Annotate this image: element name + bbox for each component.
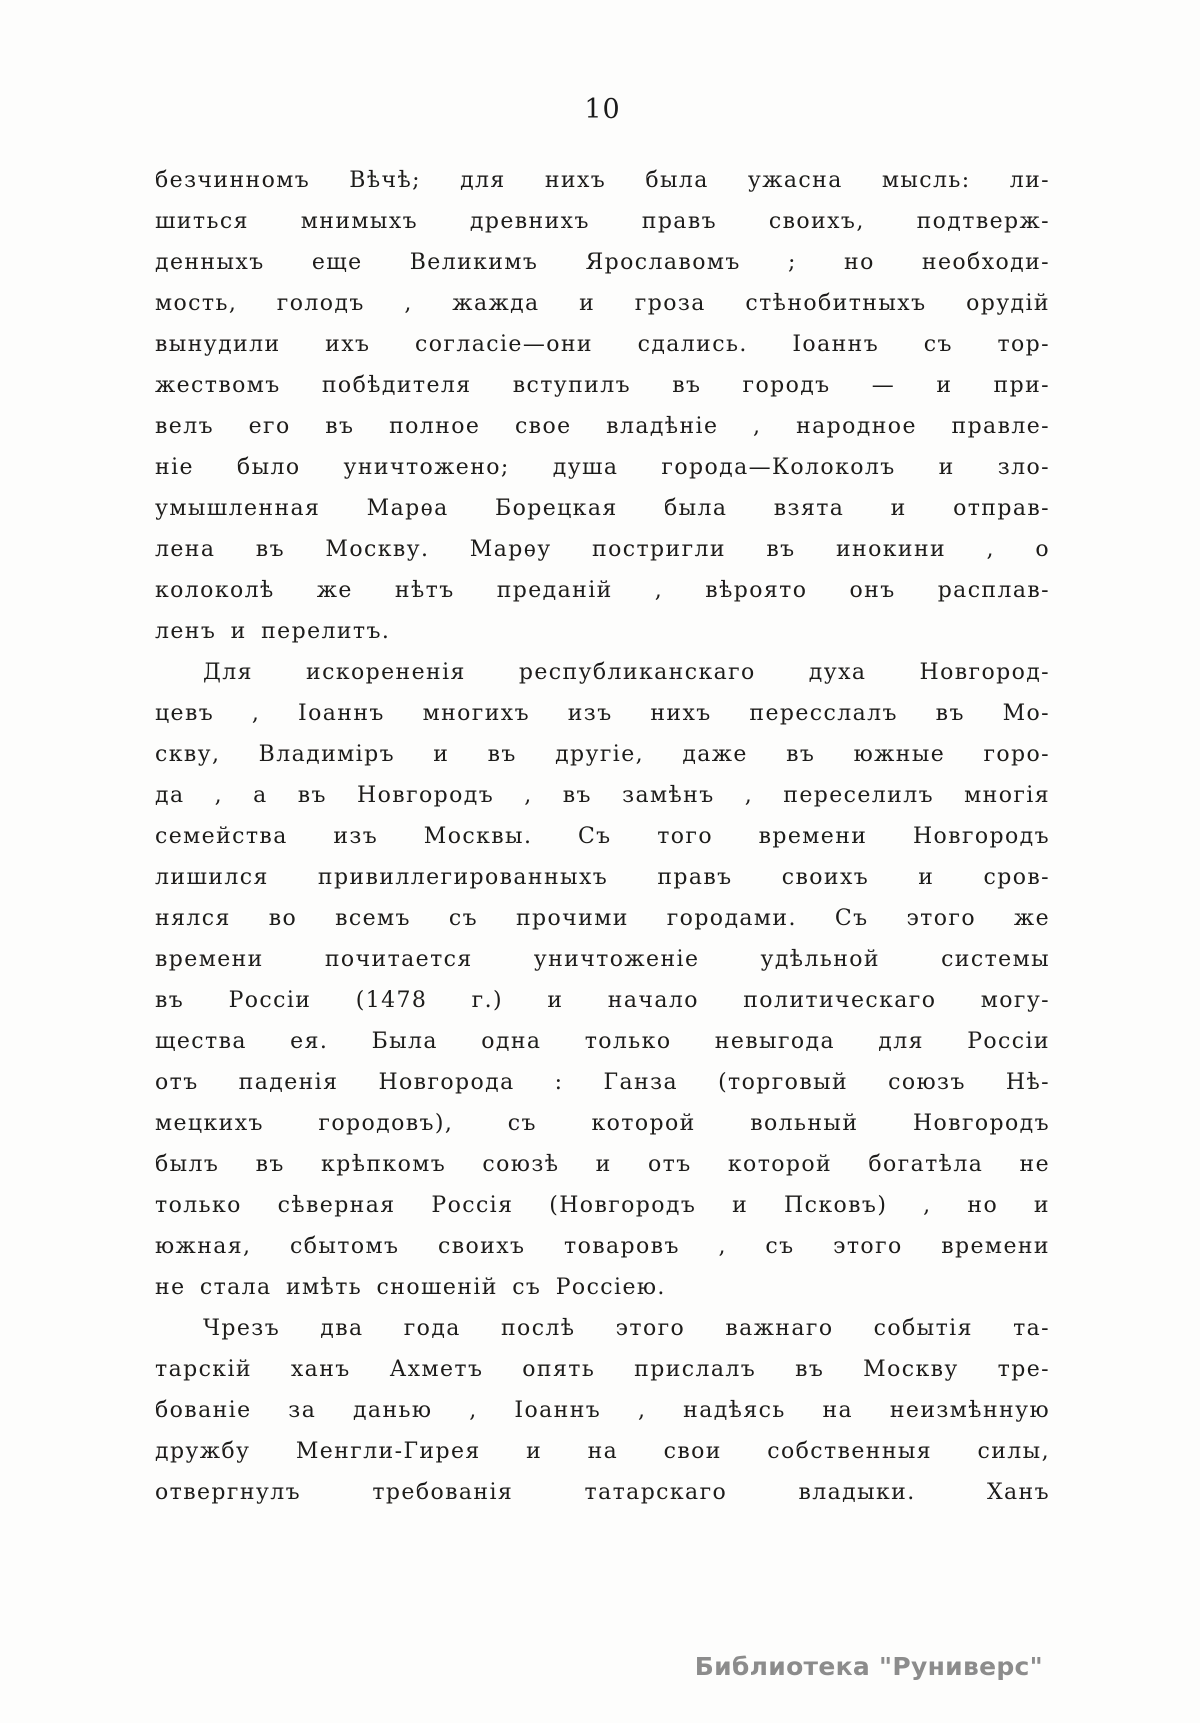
- text-line: цевъ , Іоаннъ многихъ изъ нихъ пересслалъ въ Мо-: [155, 701, 1050, 726]
- text-line: былъ въ крѣпкомъ союзѣ и отъ которой богатѣла не: [155, 1152, 1050, 1177]
- page-number: 10: [584, 94, 621, 125]
- text-line: мость, голодъ , жажда и гроза стѣнобитныхъ орудій: [155, 291, 1050, 316]
- text-line: не стала имѣть сношеній съ Россіею.: [155, 1275, 666, 1300]
- text-line: тарскій ханъ Ахметъ опять прислалъ въ Москву тре-: [155, 1357, 1050, 1382]
- text-line: шиться мнимыхъ древнихъ правъ своихъ, подтверж-: [155, 209, 1050, 234]
- text-line: скву, Владиміръ и въ другіе, даже въ южные горо-: [155, 742, 1050, 767]
- text-line: ніе было уничтожено; душа города—Колоколъ и зло-: [155, 455, 1050, 480]
- text-line: отъ паденія Новгорода : Ганза (торговый союзъ Нѣ-: [155, 1070, 1050, 1095]
- text-line: нялся во всемъ съ прочими городами. Съ этого же: [155, 906, 1050, 931]
- text-line: лена въ Москву. Марѳу постригли въ инокини , о: [155, 537, 1050, 562]
- text-line: южная, сбытомъ своихъ товаровъ , съ этого времени: [155, 1234, 1050, 1259]
- text-line: жествомъ побѣдителя вступилъ въ городъ — и при-: [155, 373, 1050, 398]
- text-line: вынудили ихъ согласіе—они сдались. Іоаннъ съ тор-: [155, 332, 1050, 357]
- text-line: да , а въ Новгородъ , въ замѣнъ , переселилъ многія: [155, 783, 1050, 808]
- text-line: денныхъ еще Великимъ Ярославомъ ; но необходи-: [155, 250, 1050, 275]
- text-line: Чрезъ два года послѣ этого важнаго событія та-: [203, 1316, 1050, 1341]
- text-line: лишился привиллегированныхъ правъ своихъ и сров-: [155, 865, 1050, 890]
- body-text: [155, 160, 1050, 1513]
- text-line: только сѣверная Россія (Новгородъ и Псковъ) , но и: [155, 1193, 1050, 1218]
- text-line: въ Россіи (1478 г.) и начало политическаго могу-: [155, 988, 1050, 1013]
- text-line: семейства изъ Москвы. Съ того времени Новгородъ: [155, 824, 1050, 849]
- text-line: умышленная Марѳа Борецкая была взята и отправ-: [155, 496, 1050, 521]
- text-line: дружбу Менгли-Гирея и на свои собственныя силы,: [155, 1439, 1050, 1464]
- text-line: колоколѣ же нѣтъ преданій , вѣроято онъ расплав-: [155, 578, 1050, 603]
- text-line: бованіе за данью , Іоаннъ , надѣясь на неизмѣнную: [155, 1398, 1050, 1423]
- text-line: щества ея. Была одна только невыгода для Россіи: [155, 1029, 1050, 1054]
- text-line: времени почитается уничтоженіе удѣльной системы: [155, 947, 1050, 972]
- text-line: Для искорененія республиканскаго духа Новгород-: [203, 660, 1050, 685]
- text-line: отвергнулъ требованія татарскаго владыки. Ханъ: [155, 1480, 1050, 1505]
- text-line: безчинномъ Вѣчѣ; для нихъ была ужасна мысль: ли-: [155, 168, 1050, 193]
- text-line: велъ его въ полное свое владѣніе , народное правле-: [155, 414, 1050, 439]
- text-line: мецкихъ городовъ), съ которой вольный Новгородъ: [155, 1111, 1050, 1136]
- text-line: ленъ и перелитъ.: [155, 619, 391, 644]
- library-watermark: Библиотека "Руниверс": [694, 1652, 1043, 1681]
